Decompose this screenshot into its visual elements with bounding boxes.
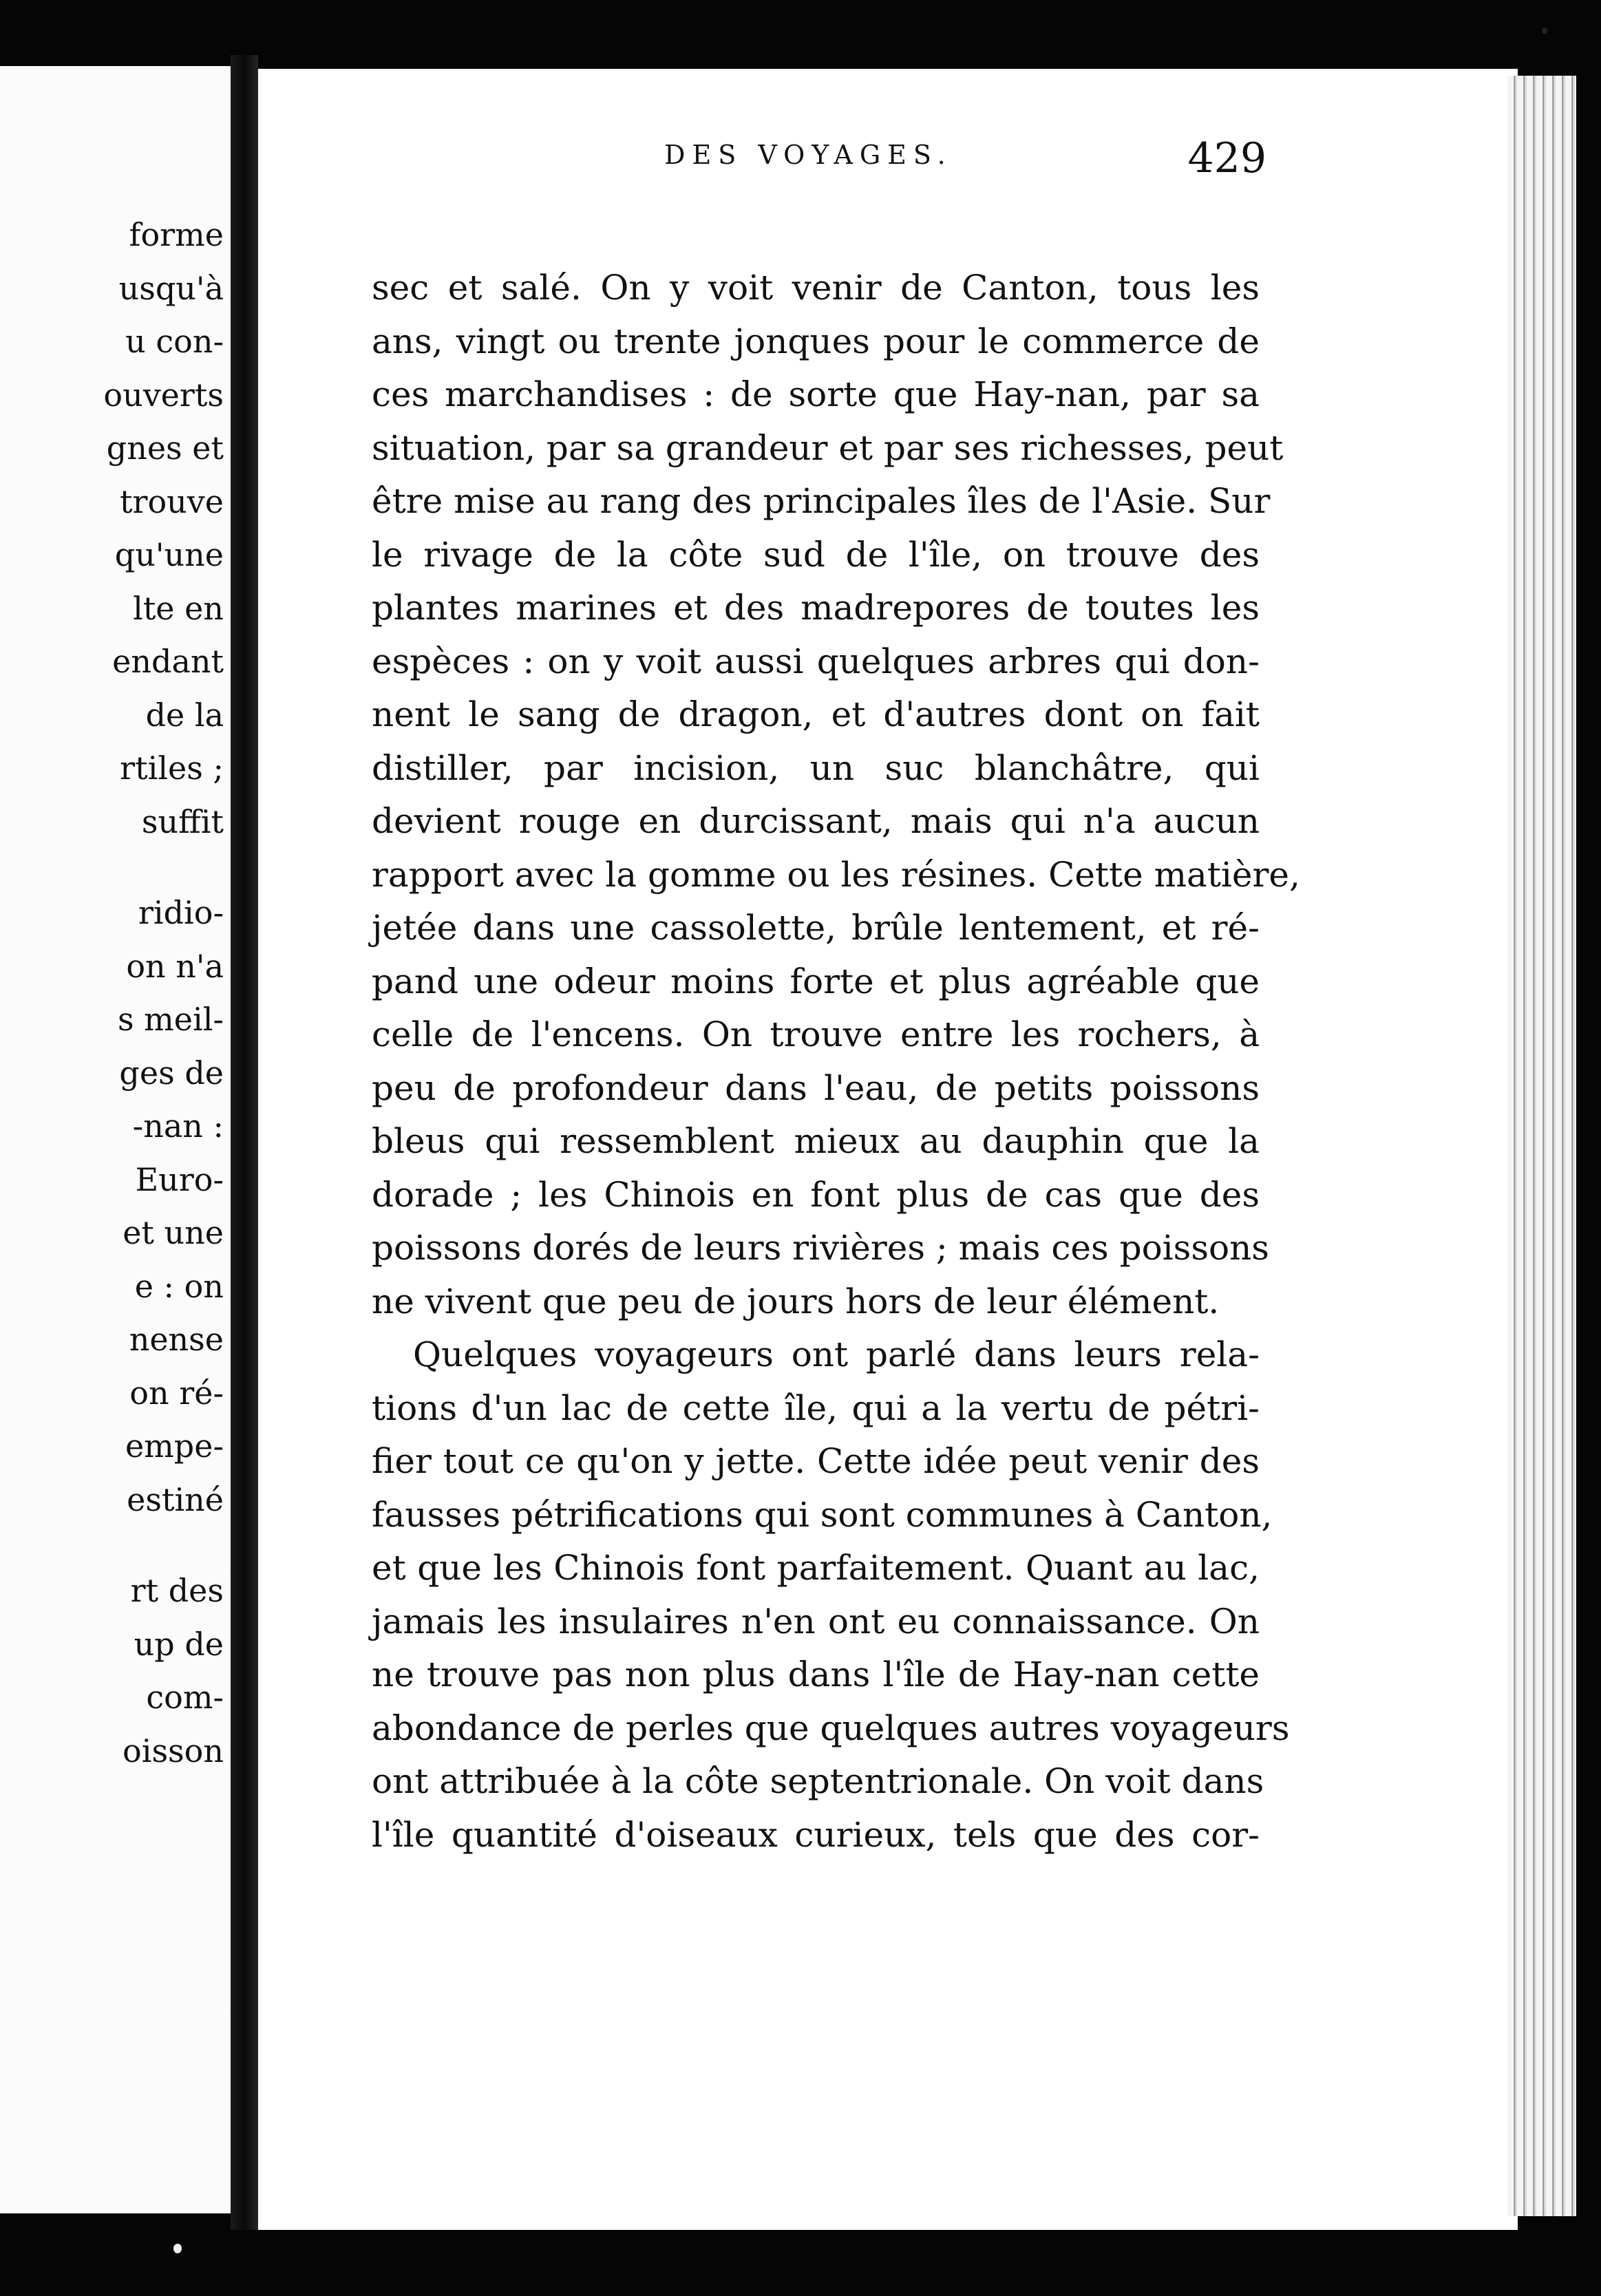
text-line: ne vivent que peu de jours hors de leur élément. — [372, 1281, 1220, 1321]
body-text — [372, 262, 1300, 1862]
text-line: situation, par sa grandeur et par ses richesses, peut — [372, 427, 1284, 468]
text-line: fausses pétrifications qui sont communes à Canton, — [372, 1494, 1273, 1535]
book-gutter — [231, 55, 258, 2230]
page-header — [406, 134, 1280, 182]
text-line: plantes marines et des madrepores de toutes les — [372, 588, 1260, 628]
text-line: et que les Chinois font parfaitement. Quant au lac, — [372, 1548, 1260, 1588]
text-line: dorade ; les Chinois en font plus de cas que des — [372, 1174, 1260, 1215]
left-page-line-fragment: de la — [145, 696, 224, 734]
left-page-line-fragment: oisson — [123, 1732, 224, 1769]
left-page-line-fragment: suffit — [141, 802, 224, 840]
text-line: distiller, par incision, un suc blanchâtre, qui — [372, 747, 1260, 788]
left-page-line-fragment: rt des — [130, 1572, 224, 1609]
text-line: l'île quantité d'oiseaux curieux, tels que des cor- — [372, 1814, 1260, 1855]
left-page-line-fragment: u con- — [125, 323, 224, 360]
text-line: devient rouge en durcissant, mais qui n'a aucun — [372, 801, 1260, 841]
left-page-line-fragment: ouverts — [103, 376, 224, 414]
text-line: rapport avec la gomme ou les résines. Cette matière, — [372, 854, 1300, 895]
running-title: DES VOYAGES. — [664, 140, 953, 170]
text-line: ces marchandises : de sorte que Hay-nan, par sa — [372, 374, 1260, 414]
text-line: bleus qui ressemblent mieux au dauphin que la — [372, 1121, 1260, 1161]
left-page-line-fragment: lte en — [133, 589, 224, 627]
text-line: espèces : on y voit aussi quelques arbres qui don- — [372, 641, 1260, 681]
scan-speck — [173, 2244, 182, 2253]
left-page-line-fragment: e : on — [134, 1267, 224, 1305]
text-line: jamais les insulaires n'en ont eu connaissance. On — [372, 1601, 1260, 1641]
text-line: ont attribuée à la côte septentrionale. On voit dans — [372, 1761, 1264, 1801]
text-line: Quelques voyageurs ont parlé dans leurs rela- — [413, 1335, 1260, 1374]
left-page-line-fragment: et une — [123, 1214, 224, 1251]
text-line: le rivage de la côte sud de l'île, on trouve des — [372, 534, 1260, 575]
text-line: poissons dorés de leurs rivières ; mais ces poissons — [372, 1228, 1269, 1268]
left-page-line-fragment: qu'une — [114, 536, 224, 573]
left-page-line-fragment: ridio- — [138, 894, 224, 931]
left-page-line-fragment: gnes et — [106, 429, 224, 467]
page-number: 429 — [1187, 134, 1266, 182]
left-page-line-fragment: rtiles ; — [120, 750, 224, 787]
left-page-line-fragment: s meil- — [117, 1001, 224, 1038]
left-page-line-fragment: forme — [129, 216, 224, 253]
text-line: celle de l'encens. On trouve entre les rochers, à — [372, 1014, 1260, 1054]
scan-speck — [1542, 28, 1547, 34]
text-line: peu de profondeur dans l'eau, de petits poissons — [372, 1067, 1260, 1108]
text-line: sec et salé. On y voit venir de Canton, tous les — [372, 268, 1260, 308]
left-page-line-fragment: usqu'à — [118, 269, 224, 307]
left-page-line-fragment: com- — [146, 1679, 224, 1716]
text-line: être mise au rang des principales îles de l'Asie. Sur — [372, 481, 1271, 521]
text-line: ans, vingt ou trente jonques pour le commerce de — [372, 321, 1260, 361]
left-page-line-fragment: on ré- — [129, 1374, 224, 1412]
left-page-line-fragment: ges de — [119, 1054, 224, 1092]
text-line: fier tout ce qu'on y jette. Cette idée peut venir des — [372, 1441, 1260, 1481]
text-line: nent le sang de dragon, et d'autres dont on fait — [372, 694, 1260, 734]
text-line: ne trouve pas non plus dans l'île de Hay-nan cette — [372, 1655, 1260, 1694]
left-page-line-fragment: on n'a — [126, 947, 224, 985]
text-line: tions d'un lac de cette île, qui a la vertu de pétri- — [372, 1388, 1260, 1428]
text-line: jetée dans une cassolette, brûle lentement, et ré- — [372, 908, 1260, 948]
paragraph-2 — [372, 1328, 1290, 1862]
text-line: abondance de perles que quelques autres voyageurs — [372, 1708, 1290, 1748]
left-page-line-fragment: estiné — [127, 1480, 224, 1518]
left-page-line-fragment: Euro- — [135, 1160, 224, 1198]
left-page-line-fragment: up de — [134, 1625, 224, 1663]
text-line: pand une odeur moins forte et plus agréable que — [372, 961, 1260, 1001]
left-facing-page — [0, 66, 231, 2213]
left-page-line-fragment: nense — [129, 1321, 224, 1358]
left-page-line-fragment: endant — [112, 643, 224, 680]
page-fore-edge — [1507, 76, 1576, 2216]
left-page-line-fragment: -nan : — [132, 1107, 224, 1145]
left-page-line-fragment: trouve — [119, 482, 224, 520]
left-page-line-fragment: empe- — [125, 1427, 224, 1465]
paragraph-1 — [372, 262, 1300, 1328]
